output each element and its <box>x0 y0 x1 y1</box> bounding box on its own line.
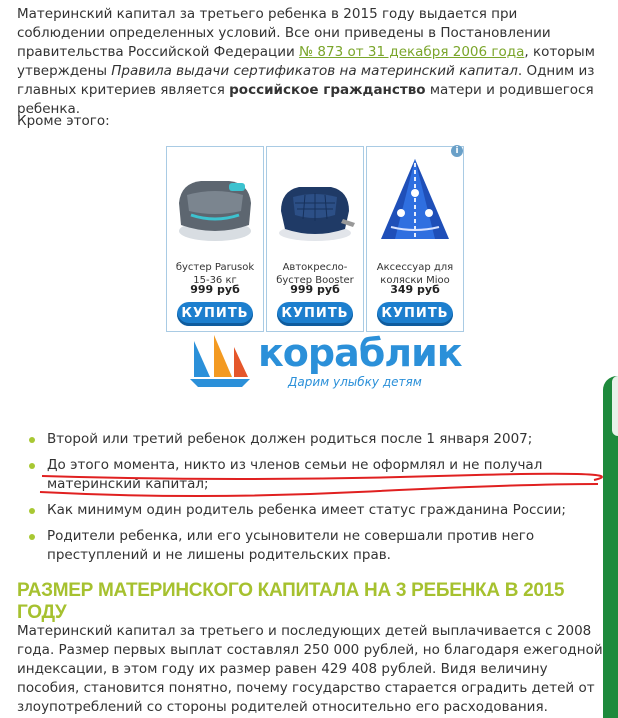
intro-text-4: матери и родившегося ребенка. <box>17 82 594 117</box>
korablik-logo[interactable] <box>188 331 462 393</box>
product-name[interactable]: Аксессуар для коляски Mioo <box>376 262 454 286</box>
product-name[interactable]: Автокресло-бустер Booster <box>276 262 354 286</box>
intro-text-3: . Одним из главных критериев является <box>17 63 595 98</box>
rules-italic: Правила выдачи сертификатов на материнский капитал <box>111 63 518 79</box>
ship-icon <box>188 333 252 391</box>
red-underline-annotation <box>38 470 598 500</box>
ad-product-card[interactable] <box>266 146 364 332</box>
buy-button[interactable]: КУПИТЬ <box>377 302 453 326</box>
conditions-list <box>27 430 607 572</box>
booster-seat-image <box>171 153 259 249</box>
product-name[interactable]: бустер Parusok 15-36 кг <box>175 262 255 286</box>
besides-text: Кроме этого: <box>17 113 110 129</box>
info-icon[interactable]: i <box>451 145 463 157</box>
list-item: Второй или третий ребенок должен родиться после 1 января 2007; <box>27 430 607 449</box>
ad-product-card[interactable] <box>166 146 264 332</box>
stroller-accessory-image <box>371 153 459 249</box>
buy-button[interactable]: КУПИТЬ <box>177 302 253 326</box>
intro-text-1: Материнский капитал за третьего ребенка в 2015 году выдается при соблюдении определенных условий. Все они приведены в Постановлении правительства Российской Федерации <box>17 6 551 60</box>
list-item: Родители ребенка, или его усыновители не совершали против него преступлений и не лишены родительских прав. <box>27 527 607 565</box>
ad-product-card[interactable] <box>366 146 464 332</box>
side-widget-handle[interactable] <box>612 376 618 436</box>
intro-text-2: , которым утверждены <box>17 44 595 79</box>
product-price: 349 руб <box>390 283 440 296</box>
brand-slogan: Дарим улыбку детям <box>288 375 422 389</box>
ad-block[interactable] <box>165 144 465 332</box>
amount-paragraph: Материнский капитал за третьего и последующих детей выплачивается с 2008 года. Размер первых выплат составлял 250 000 рублей, но благодаря ежегодной индексации, в этом году их размер равен 429 408 рублей. Видя величину пособия, становится понятно, почему государство старается оградить детей от злоупотреблений со стороны родителей относительно его расходования. <box>17 623 603 715</box>
decree-link[interactable]: № 873 от 31 декабря 2006 года <box>299 44 525 60</box>
product-price: 999 руб <box>290 283 340 296</box>
product-price: 999 руб <box>190 283 240 296</box>
brand-name: кораблик <box>258 331 462 375</box>
section-heading: РАЗМЕР МАТЕРИНСКОГО КАПИТАЛА НА 3 РЕБЕНКА В 2015 ГОДУ <box>17 580 565 623</box>
buy-button[interactable]: КУПИТЬ <box>277 302 353 326</box>
list-item: Как минимум один родитель ребенка имеет статус гражданина России; <box>27 501 607 520</box>
booster-cushion-image <box>271 153 359 249</box>
list-item: До этого момента, никто из членов семьи не оформлял и не получал материнский капитал; <box>27 456 607 494</box>
intro-paragraph <box>17 5 607 119</box>
citizenship-bold: российское гражданство <box>229 82 426 98</box>
